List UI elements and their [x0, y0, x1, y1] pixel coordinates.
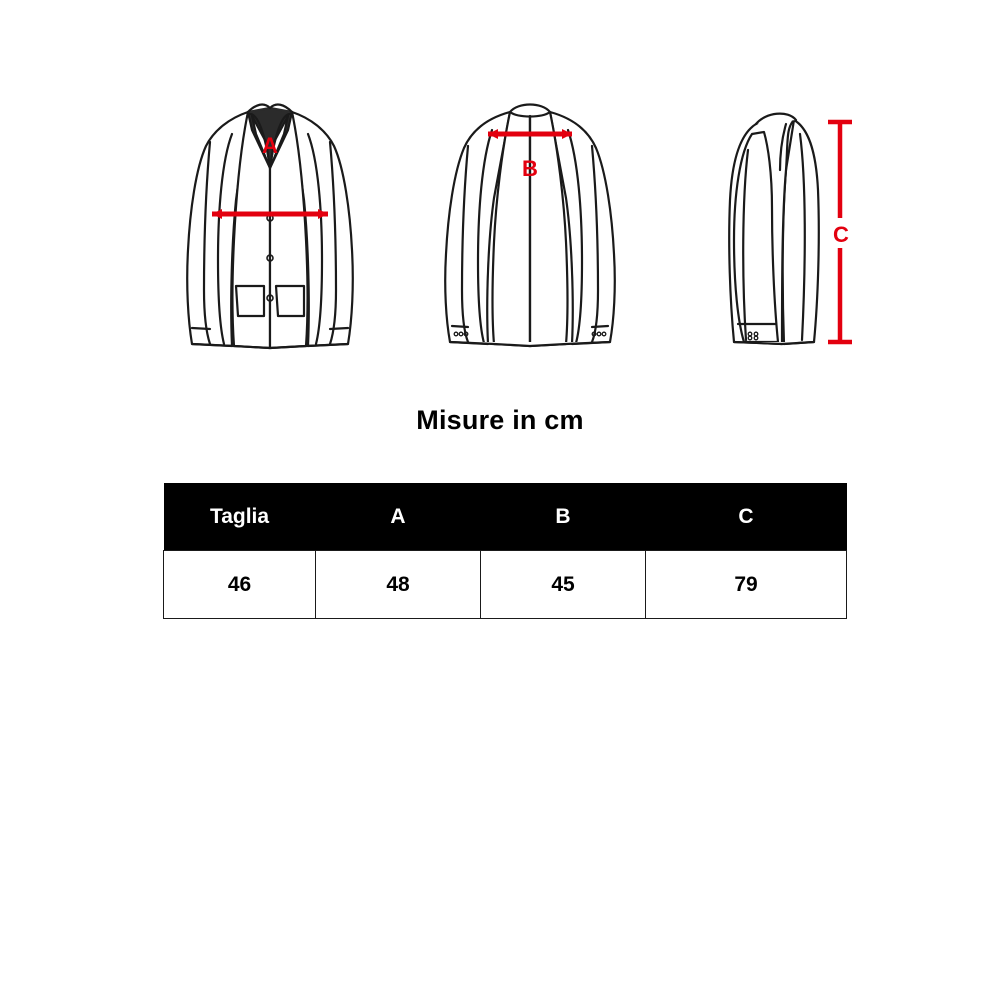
table-header-c: C — [646, 483, 847, 551]
cell-a: 48 — [316, 551, 481, 619]
measure-label-b: B — [522, 156, 538, 181]
measure-label-c: C — [833, 222, 849, 247]
table-header-row — [164, 483, 847, 551]
jacket-front-view — [170, 90, 370, 375]
cell-b: 45 — [481, 551, 646, 619]
cell-c: 79 — [646, 551, 847, 619]
jacket-back-view — [430, 90, 630, 375]
cell-taglia: 46 — [164, 551, 316, 619]
table-header-a: A — [316, 483, 481, 551]
caption-measures-unit: Misure in cm — [416, 405, 584, 435]
size-table — [163, 483, 847, 619]
size-table-wrap — [163, 483, 838, 619]
table-row — [164, 551, 847, 619]
table-header-b: B — [481, 483, 646, 551]
jacket-side-view — [690, 90, 890, 375]
measure-label-a: A — [262, 133, 278, 158]
table-header-taglia: Taglia — [164, 483, 316, 551]
figure-row — [0, 90, 1000, 390]
